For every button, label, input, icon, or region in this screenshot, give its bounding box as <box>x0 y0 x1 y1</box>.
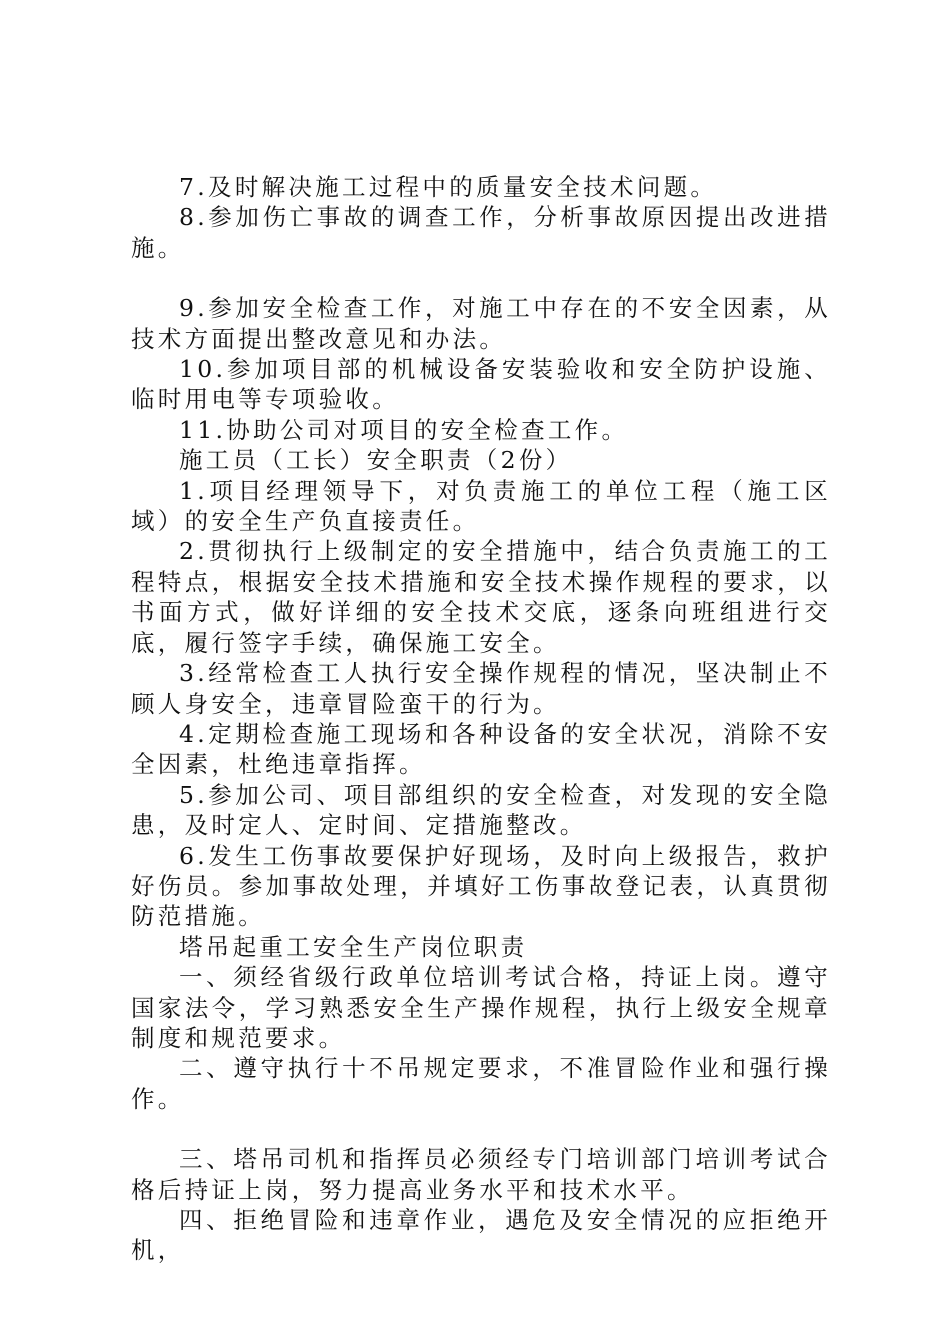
foreman-item-3: 3.经常检查工人执行安全操作规程的情况，坚决制止不顾人身安全，违章冒险蛮干的行为。 <box>131 659 831 718</box>
foreman-item-1: 1.项目经理领导下，对负责施工的单位工程（施工区域）的安全生产负直接责任。 <box>131 476 831 536</box>
paragraph-9: 9.参加安全检查工作，对施工中存在的不安全因素，从技术方面提出整改意见和办法。 <box>131 294 831 353</box>
paragraph-8: 8.参加伤亡事故的调查工作，分析事故原因提出改进措施。 <box>131 203 831 262</box>
crane-item-1: 一、须经省级行政单位培训考试合格，持证上岗。遵守国家法令，学习熟悉安全生产操作规程，执行上级安全规章制度和规范要求。 <box>131 963 831 1052</box>
foreman-item-2: 2.贯彻执行上级制定的安全措施中，结合负责施工的工程特点，根据安全技术措施和安全技术操作规程的要求，以书面方式，做好详细的安全技术交底，逐条向班组进行交底，履行签字手续，确保施工安全。 <box>131 537 831 657</box>
crane-item-2: 二、遵守执行十不吊规定要求，不准冒险作业和强行操作。 <box>131 1054 831 1113</box>
foreman-item-4: 4.定期检查施工现场和各种设备的安全状况，消除不安全因素，杜绝违章指挥。 <box>131 719 831 779</box>
paragraph-10: 10.参加项目部的机械设备安装验收和安全防护设施、临时用电等专项验收。 <box>131 355 831 414</box>
crane-item-3: 三、塔吊司机和指挥员必须经专门培训部门培训考试合格后持证上岗，努力提高业务水平和技术水平。 <box>131 1145 831 1204</box>
paragraph-11: 11.协助公司对项目的安全检查工作。 <box>179 415 629 444</box>
foreman-item-6: 6.发生工伤事故要保护好现场，及时向上级报告，救护好伤员。参加事故处理，并填好工伤事故登记表，认真贯彻防范措施。 <box>131 841 831 931</box>
crane-item-4: 四、拒绝冒险和违章作业，遇危及安全情况的应拒绝开机， <box>131 1206 831 1265</box>
section-title-crane: 塔吊起重工安全生产岗位职责 <box>179 932 528 961</box>
paragraph-7: 7.及时解决施工过程中的质量安全技术问题。 <box>179 173 718 201</box>
document-body <box>131 172 831 1266</box>
foreman-item-5: 5.参加公司、项目部组织的安全检查，对发现的安全隐患，及时定人、定时间、定措施整改。 <box>131 780 831 840</box>
section-title-foreman: 施工员（工长）安全职责（2份） <box>179 446 573 475</box>
